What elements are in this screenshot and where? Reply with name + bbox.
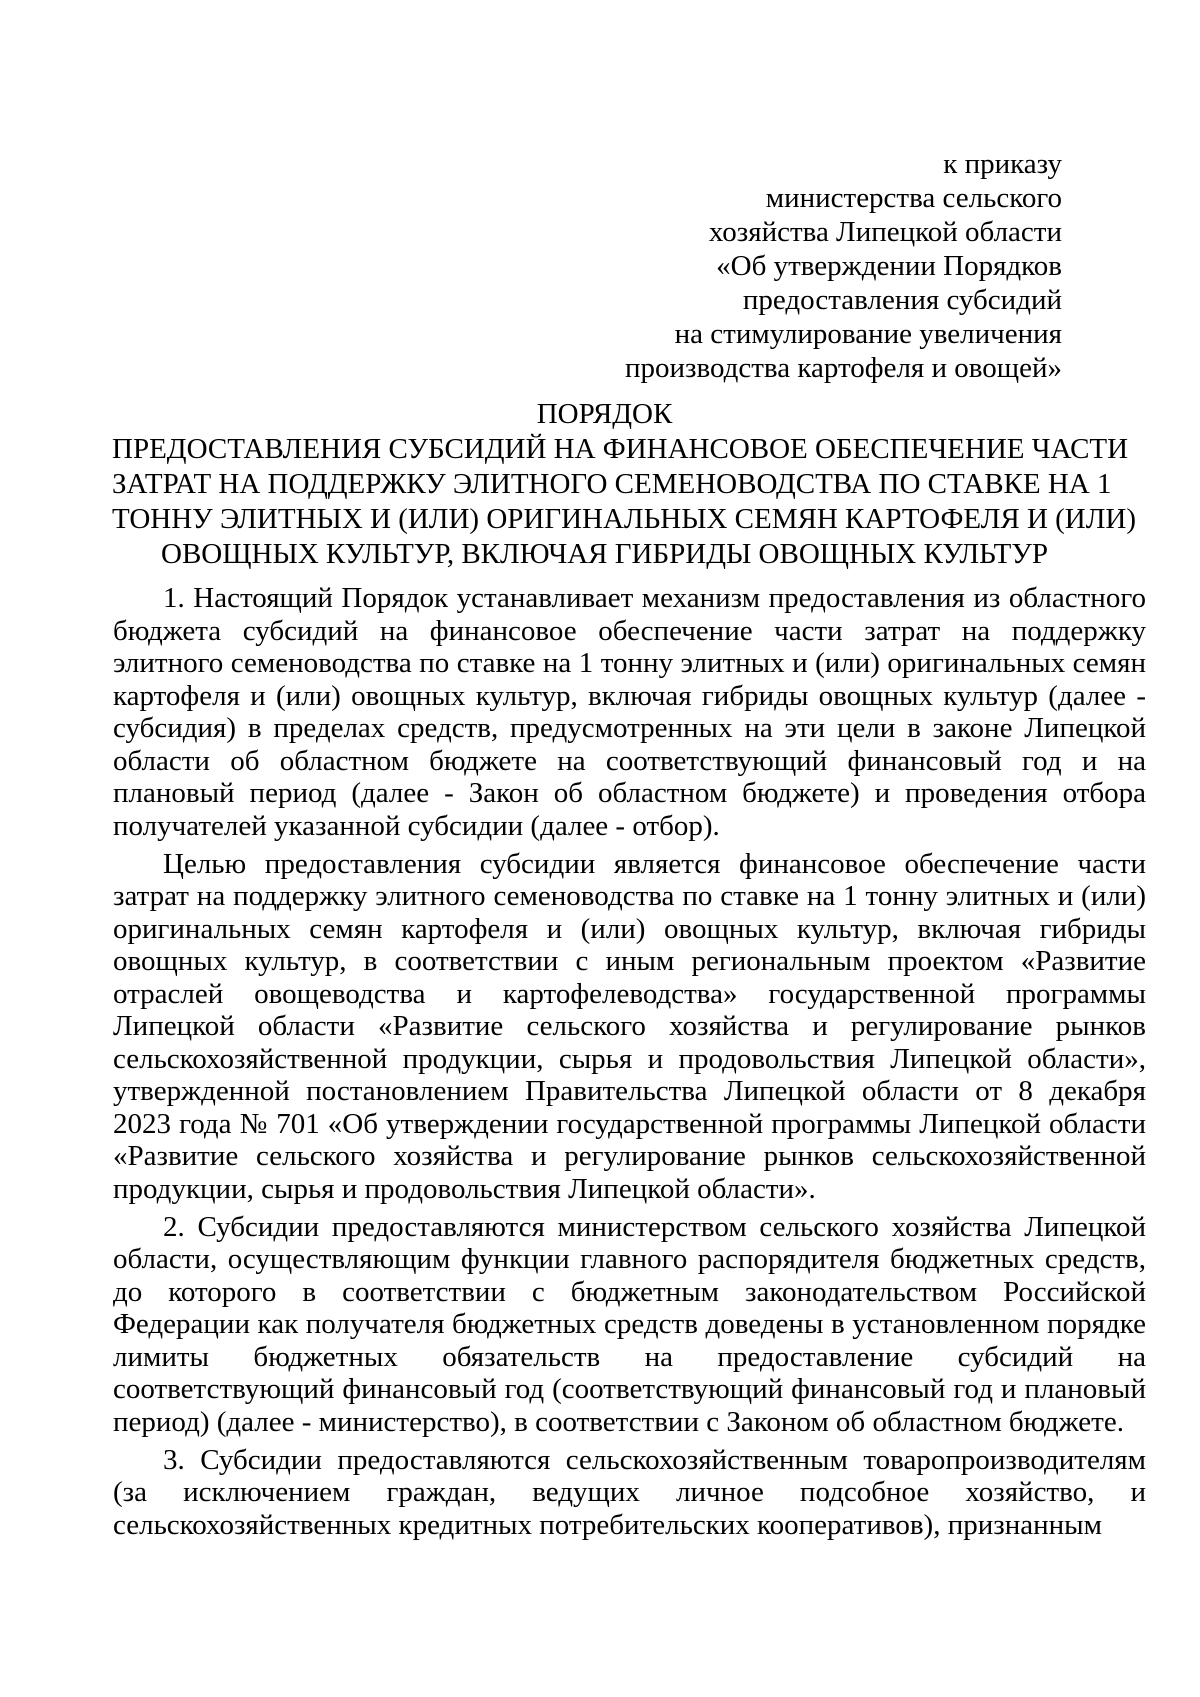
order-reference-line: на стимулирование увеличения xyxy=(674,318,1062,350)
paragraph-2: 2. Субсидии предоставляются министерством сельского хозяйства Липецкой области, осуществляющим функции главного распорядителя бюджетных средств, до которого в соответствии с бюджетным законодательством Российской Федерации как получателя бюджетных средств доведены в установленном порядке лимиты бюджетных обязательств на предоставление субсидий на соответствующий финансовый год (соответствующий финансовый год и плановый период) (далее - министерство), в соответствии с Законом об областном бюджете. xyxy=(113,1210,1146,1438)
order-reference-line: «Об утверждении Порядков xyxy=(716,250,1062,282)
paragraph-1: 1. Настоящий Порядок устанавливает механизм предоставления из областного бюджета субсидий на финансовое обеспечение части затрат на поддержку элитного семеноводства по ставке на 1 тонну элитных и (или) оригинальных семян картофеля и (или) овощных культур, включая гибриды овощных культур (далее - субсидия) в пределах средств, предусмотренных на эти цели в законе Липецкой области об областном бюджете на соответствующий финансовый год и на плановый период (далее - Закон об областном бюджете) и проведения отбора получателей указанной субсидии (далее - отбор). xyxy=(113,582,1146,842)
document-body xyxy=(113,582,1146,1547)
order-reference-line: к приказу xyxy=(943,148,1062,180)
title-line: ЗАТРАТ НА ПОДДЕРЖКУ ЭЛИТНОГО СЕМЕНОВОДСТВА ПО СТАВКЕ НА 1 xyxy=(112,468,1112,500)
order-reference-line: министерства сельского xyxy=(765,182,1062,214)
title-line: ТОННУ ЭЛИТНЫХ И (ИЛИ) ОРИГИНАЛЬНЫХ СЕМЯН КАРТОФЕЛЯ И (ИЛИ) xyxy=(112,503,1137,535)
order-reference-line: хозяйства Липецкой области xyxy=(708,216,1062,248)
title-heading: ПОРЯДОК xyxy=(536,398,673,430)
paragraph-3: 3. Субсидии предоставляются сельскохозяйственным товаропроизводителям (за исключением граждан, ведущих личное подсобное хозяйство, и сельскохозяйственных кредитных потребительских кооперативов), признанным xyxy=(113,1443,1146,1541)
title-line: ПРЕДОСТАВЛЕНИЯ СУБСИДИЙ НА ФИНАНСОВОЕ ОБЕСПЕЧЕНИЕ ЧАСТИ xyxy=(112,433,1129,465)
order-reference-line: предоставления субсидий xyxy=(742,284,1062,316)
order-reference-block xyxy=(542,147,1062,385)
order-reference-line: производства картофеля и овощей» xyxy=(624,352,1062,384)
title-line: ОВОЩНЫХ КУЛЬТУР, ВКЛЮЧАЯ ГИБРИДЫ ОВОЩНЫХ КУЛЬТУР xyxy=(161,538,1048,570)
paragraph-purpose: Целью предоставления субсидии является финансовое обеспечение части затрат на поддержку элитного семеноводства по ставке на 1 тонну элитных и (или) оригинальных семян картофеля и (или) овощных культур, включая гибриды овощных культур, в соответствии с иным региональным проектом «Развитие отраслей овощеводства и картофелеводства» государственной программы Липецкой области «Развитие сельского хозяйства и регулирование рынков сельскохозяйственной продукции, сырья и продовольствия Липецкой области», утвержденной постановлением Правительства Липецкой области от 8 декабря 2023 года № 701 «Об утверждении государственной программы Липецкой области «Развитие сельского хозяйства и регулирование рынков сельскохозяйственной продукции, сырья и продовольствия Липецкой области». xyxy=(113,847,1146,1205)
document-title xyxy=(112,397,1137,572)
